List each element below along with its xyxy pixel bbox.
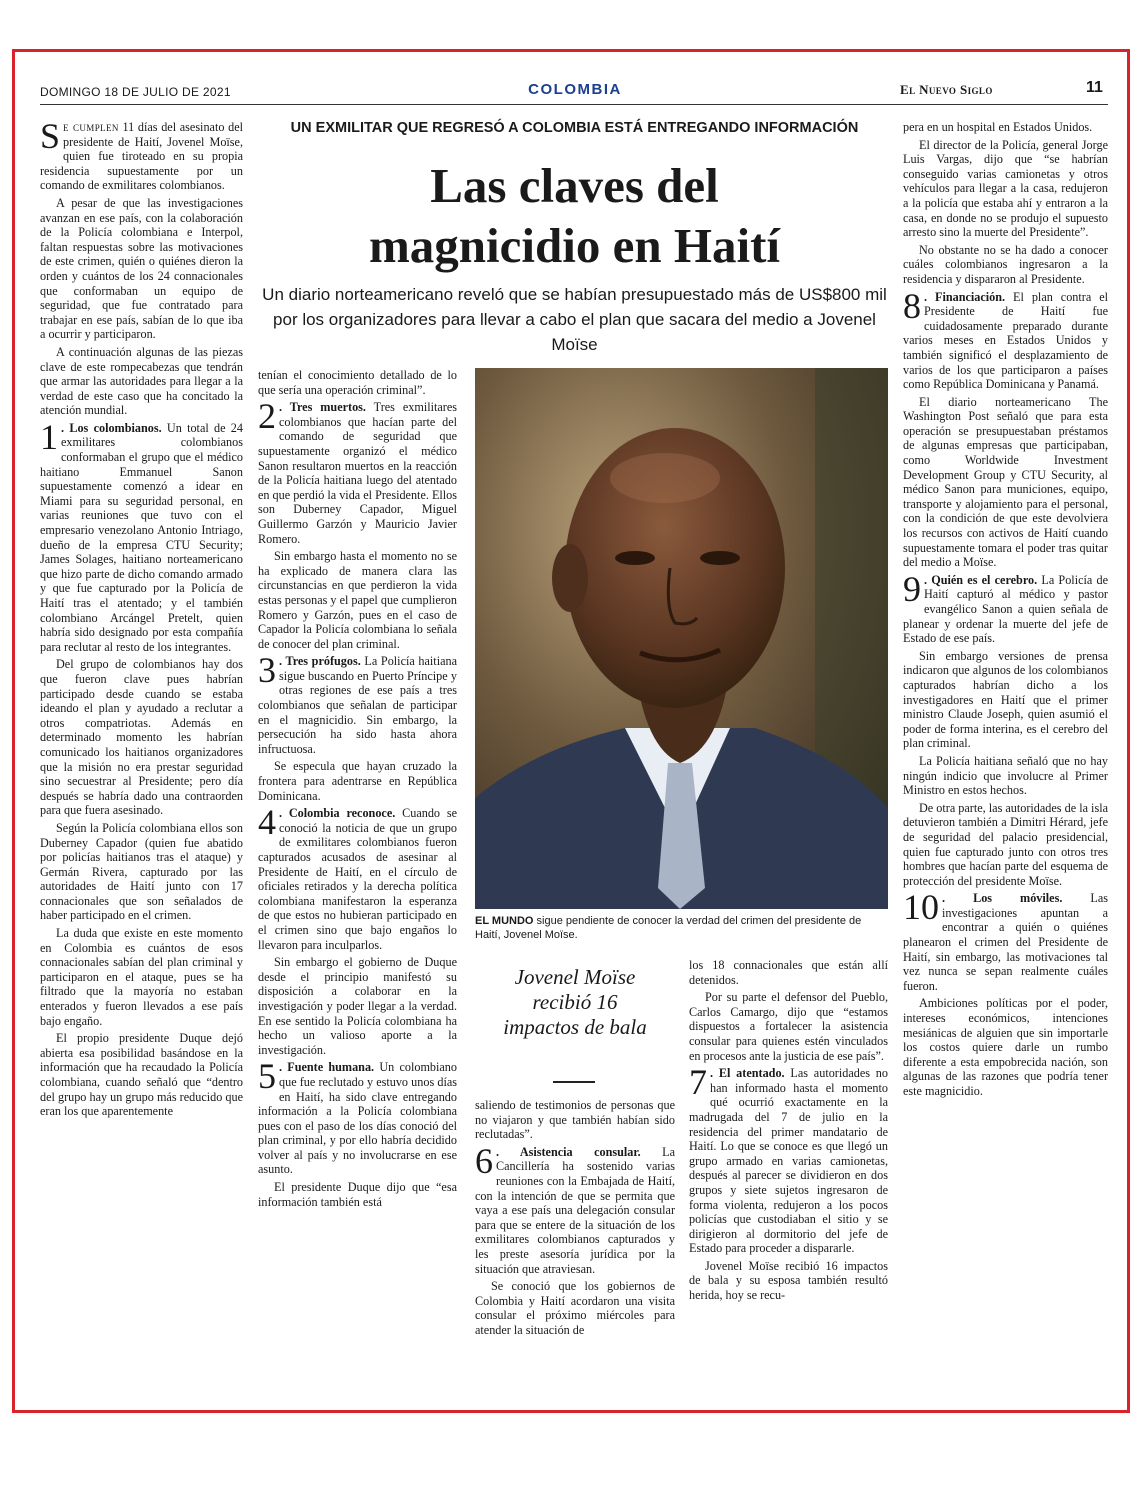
pull-quote-rule	[553, 1081, 595, 1083]
section-title: . Asistencia consular.	[496, 1144, 641, 1159]
paragraph: La duda que existe en este momento en Colombia es cuántos de esos connacionales sabían del plan criminal y participaron en el ataque, pues se ha filtrado que la mayoría no estaban enterados y fueron llevados a ese país bajo engaño.	[40, 926, 243, 1028]
paragraph: El diario norteamericano The Washington Post señaló que para esta operación se presupuestaban préstamos de algunas empresas que participaban, como Worldwide Investment Development Group y CTU Security, al médico Sanon para municiones, equipo, transporte y alojamiento para el personal, con la condición de que este devolviera los recursos con activos de Haití cuando supuestamente tomara el poder tras quitar del medio a Moïse.	[903, 394, 1108, 570]
section-number: 1	[40, 416, 58, 457]
numbered-section-10	[903, 887, 1108, 993]
section-title: . Los colombianos.	[61, 420, 162, 435]
page-number: 11	[1086, 79, 1103, 96]
drop-cap: S	[40, 120, 61, 156]
paragraph	[40, 120, 243, 193]
section-title: . Tres muertos.	[279, 400, 366, 415]
paragraph: El presidente Duque dijo que “esa información también está	[258, 1180, 457, 1209]
paragraph: La Policía haitiana señaló que no hay ningún indicio que involucre al Primer Ministro en estos hechos.	[903, 753, 1108, 798]
paragraph: saliendo de testimonios de personas que no viajaron y que también habían sido reclutadas”.	[475, 1098, 675, 1142]
article-headline	[262, 156, 887, 276]
headline-line-2: magnicidio en Haití	[368, 218, 781, 273]
section-text: Un colombiano que fue reclutado y estuvo unos días en Haití, ha sido clave entregando información a la Policía colombiana pues con el paso de los días conoció del plan criminal, y por ello habría decidido volver al país y no involucrarse en ese asunto.	[258, 1060, 457, 1177]
numbered-section-3	[258, 650, 457, 756]
numbered-section-4	[258, 802, 457, 952]
section-text: La Policía de Haití capturó al médico y pastor evangélico Sanon a quien señala de planear y ordenar la muerte del jefe de Estado de ese país.	[903, 572, 1108, 646]
section-text: La Policía haitiana sigue buscando en Puerto Príncipe y otras regiones de ese país a tres colombianos que señalan de participar en el magnicidio. Sin embargo, la persecución ha sido hasta ahora infructuosa.	[258, 654, 457, 756]
section-number: 4	[258, 802, 276, 843]
paragraph: Sin embargo el gobierno de Duque desde el principio manifestó su disposición a colaborar en la investigación y poder llegar a la verdad. En ese sentido la Policía colombiana ha hecho un valioso aporte a la investigación.	[258, 955, 457, 1057]
numbered-section-9	[903, 568, 1108, 646]
paragraph: Del grupo de colombianos hay dos que fueron clave pues habrían participado desde cuando se estaba ideando el plan y ayudado a reclutar a otros compatriotas. Además en determinado momento les habrían comunicado los haitianos organizadores que la misión no era prestar seguridad sino secuestrar al Presidente; pero día después se habría dado una contraorden para que fuera asesinado.	[40, 657, 243, 818]
section-text: Cuando se conoció la noticia de que un grupo de exmilitares colombianos fueron capturados acusados de asesinar al Presidente de Haití, en el círculo de oficiales retirados y la derecha política colombiana manifestaron la esperanza de que estos no hubieran participado en el crimen sino que bajo engaños lo llevaron para inculparlos.	[258, 806, 457, 952]
section-number: 7	[689, 1062, 707, 1103]
numbered-section-8	[903, 285, 1108, 392]
article-column-2	[258, 368, 457, 1398]
section-text: La Cancillería ha sostenido varias reuniones con la Embajada de Haití, con la intención de que se permita que vaya a ese país una delegación consular para que se entere de la situación de los exmilitares colombianos capturados y les preste asesoría jurídica por la situación que atraviesan.	[475, 1144, 675, 1276]
paragraph: Se especula que hayan cruzado la frontera para adentrarse en República Dominicana.	[258, 759, 457, 803]
section-number: 3	[258, 650, 276, 691]
section-title: . Fuente humana.	[279, 1060, 375, 1075]
paragraph: De otra parte, las autoridades de la isla detuvieron también a Dimitri Hérard, jefe de seguridad del palacio presidencial, quien fue capturado junto con otros tres hombres que hacían parte del esquema de protección del presidente Moïse.	[903, 800, 1108, 888]
paragraph: Se conoció que los gobiernos de Colombia y Haití acordaron una visita consular el próximo miércoles para atender la situación de	[475, 1279, 675, 1337]
section-title: COLOMBIA	[528, 81, 622, 98]
section-title: . Colombia reconoce.	[279, 806, 396, 821]
article-column-4	[689, 958, 888, 1398]
section-title: . Los móviles.	[942, 891, 1063, 906]
paragraph: A continuación algunas de las piezas clave de este rompecabezas que tendrán que armar las autoridades para llegar a la verdad de este caso que ha concitado la atención mundial.	[40, 344, 243, 418]
newspaper-name: El Nuevo Siglo	[900, 82, 993, 97]
headline-line-1: Las claves del	[430, 158, 719, 213]
section-number: 10	[903, 887, 939, 928]
caption-text: sigue pendiente de conocer la verdad del crimen del presidente de Haití, Jovenel Moïse.	[475, 915, 862, 941]
paragraph: A pesar de que las investigaciones avanzan en ese país, con la colaboración de la Policía colombiana e Interpol, faltan respuestas sobre las motivaciones de este crimen, quién o quiénes dieron la orden y cuántos de los 24 connacionales que conformaban un equipo de seguridad, que fue contratado para trabajar en ese país, sabían de lo que iba a ocurrir y participaron.	[40, 195, 243, 342]
paragraph: pera en un hospital en Estados Unidos.	[903, 120, 1093, 134]
paragraph: tenían el conocimiento detallado de lo que sería una operación criminal”.	[258, 368, 457, 397]
paragraph: Ambiciones políticas por el poder, intereses económicos, intenciones mesiánicas de alguien que sin importarle los costos quiere darle un rumbo diferente a esta empobrecida nación, son algunas de las razones que podría tener este magnicidio.	[903, 996, 1108, 1098]
paragraph: los 18 connacionales que están allí detenidos.	[689, 958, 888, 987]
section-text: Un total de 24 exmilitares colombianos conformaban el grupo que el médico haitiano Emmanuel Sanon supuestamente comenzó a idear en Miami para su seguridad personal, en varias reuniones que tuvo con el empresario venezolano Antonio Intriago, dueño de la empresa CTU Security; James Solages, haitiano norteamericano que hizo parte de dicho comando armado y que fue capturado por la Policía de Haití tras el atentado; y el también colombiano Arcángel Pretelt, quien habría sido designado por esta compañía para reclutar al resto de los integrantes.	[40, 420, 243, 654]
header-rule	[40, 104, 1108, 105]
paragraph: El propio presidente Duque dejó abierta esa posibilidad basándose en la información que ha recaudado la Policía colombiana, cuando señaló que “dentro del grupo hay un grupo más reducido que eran los que aparentemente	[40, 1031, 243, 1119]
article-deck: Un diario norteamericano reveló que se habían presupuestado más de US$800 mil por los organizadores para llevar a cabo el plan que sacara del medio a Jovenel Moïse	[262, 285, 887, 354]
portrait-illustration	[475, 368, 888, 909]
photo-caption	[475, 914, 888, 942]
article-photo	[475, 368, 888, 909]
paragraph: Sin embargo versiones de prensa indicaron que algunos de los colombianos capturados habrían dicho a los investigadores en Haití que el primer ministro Claude Joseph, quien asumió el poder de forma interina, es el cerebro del plan criminal.	[903, 648, 1108, 751]
article-kicker: UN EXMILITAR QUE REGRESÓ A COLOMBIA ESTÁ ENTREGANDO INFORMACIÓN	[290, 120, 859, 136]
section-number: 9	[903, 568, 921, 609]
paragraph: Por su parte el defensor del Pueblo, Carlos Camargo, dijo que “estamos dispuestos a fortalecer la asistencia consular para quienes estén vinculados en procesos ante la justicia de ese país”.	[689, 990, 888, 1063]
paragraph: Sin embargo hasta el momento no se ha explicado de manera clara las circunstancias en que perdieron la vida estas personas y el papel que cumplieron Romero y Garzón, pues en el caso de Capador la Policía colombiana lo señala de conocer del plan criminal.	[258, 549, 457, 651]
paragraph-text: 11 días del asesinato del presidente de Haití, Jovenel Moïse, quien fue tiroteado en su propia residencia supuestamente por un comando de exmilitares colombianos.	[40, 120, 243, 193]
numbered-section-6	[475, 1140, 675, 1276]
paragraph: Jovenel Moïse recibió 16 impactos de bala y su esposa también resultó herida, hoy se recu-	[689, 1258, 888, 1303]
section-title: . Financiación.	[924, 289, 1006, 304]
section-number: 8	[903, 285, 921, 326]
paragraph: Según la Policía colombiana ellos son Duberney Capador (quien fue abatido por policías haitianos tras el ataque) y Germán Rivera, capturado por las autoridades de Haití junto con 17 connacionales que son señalados de haber participado en el crimen.	[40, 820, 243, 923]
section-title: . Tres prófugos.	[279, 654, 361, 669]
paragraph: No obstante no se ha dado a conocer cuáles colombianos ingresaron a la residencia y dispararon al Presidente.	[903, 242, 1108, 286]
article-column-5	[903, 120, 1108, 1402]
numbered-section-2	[258, 396, 457, 546]
article-column-3	[475, 1098, 675, 1398]
section-text: Las autoridades no han informado hasta el momento qué ocurrió exactamente en la madrugada del 7 de julio en la residencia del primer mandatario de Haití. Lo que se conoce es que llegó un grupo armado en varias camionetas, después al parecer se dividieron en dos grupos y siete sujetos ingresaron de forma violenta, redujeron a los pocos policías que custodiaban el sitio y se dirigieron al dormitorio del jefe de Estado para proceder a dispararle.	[689, 1066, 888, 1256]
section-text: El plan contra el Presidente de Haití fue cuidadosamente preparado durante varios meses en Estados Unidos y también significó el desplazamiento de varios de los que participaron a países como República Dominicana y Panamá.	[903, 289, 1108, 392]
numbered-section-5	[258, 1056, 457, 1177]
section-number: 6	[475, 1140, 493, 1181]
pull-quote: Jovenel Moïse recibió 16 impactos de bala	[503, 965, 647, 1039]
article-column-1	[40, 120, 243, 1402]
section-text: Las investigaciones apuntan a encontrar a quién o quiénes planearon el crimen del Presidente de Haití, sin embargo, las motivaciones tal vez nunca se sepan realmente cuáles fueron.	[903, 891, 1108, 993]
numbered-section-1	[40, 416, 243, 655]
caption-lead: EL MUNDO	[475, 915, 534, 927]
lead-words: e cumplen	[63, 120, 119, 134]
numbered-section-7	[689, 1062, 888, 1256]
section-number: 5	[258, 1056, 276, 1097]
section-title: . Quién es el cerebro.	[924, 572, 1038, 587]
issue-date: DOMINGO 18 DE JULIO DE 2021	[40, 85, 231, 99]
section-number: 2	[258, 396, 276, 437]
paragraph: El director de la Policía, general Jorge Luis Vargas, dijo que “se habrían conseguido varias camionetas y otros vehículos para llegar a la casa, redujeron a la policía que estaba ahí y entraron a la casa, en donde no se produjo el supuesto arresto sino la muerte del Presidente”.	[903, 137, 1108, 240]
section-text: Tres exmilitares colombianos que hacían parte del comando de seguridad que supuestamente organizó el médico Sanon resultaron muertos en la reacción de la Policía haitiana luego del atentado en que perdió la vida el Presidente. Ellos son Duberney Capador, Miguel Guillermo Garzón y Mauricio Javier Romero.	[258, 400, 457, 546]
section-title: . El atentado.	[710, 1066, 785, 1081]
